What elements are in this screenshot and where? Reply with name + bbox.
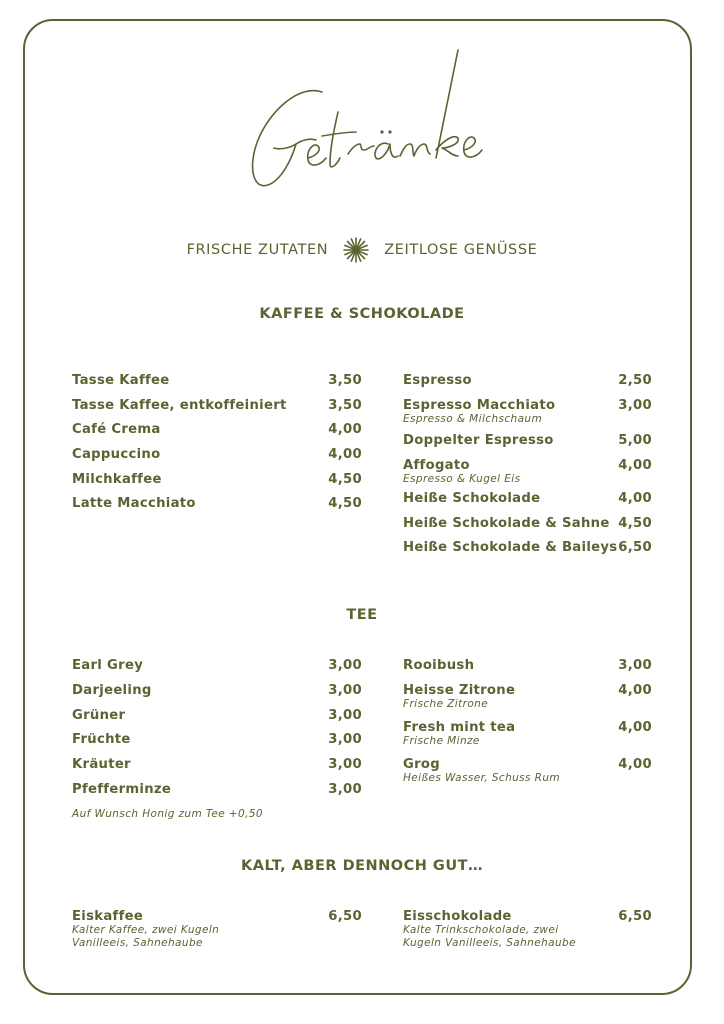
tagline-right: ZEITLOSE GENÜSSE <box>384 242 538 258</box>
item-description: Espresso & Milchschaum <box>403 413 543 425</box>
menu-item <box>403 398 652 426</box>
item-price: 4,00 <box>328 447 362 462</box>
item-price: 4,00 <box>618 491 652 506</box>
item-name: Grüner <box>72 708 126 723</box>
sunburst-icon <box>342 236 370 264</box>
item-name: Espresso Macchiato <box>403 398 556 413</box>
item-price: 3,00 <box>328 782 362 797</box>
item-price: 3,00 <box>328 658 362 673</box>
item-price: 4,50 <box>328 496 362 511</box>
item-description: Heißes Wasser, Schuss Rum <box>403 772 561 784</box>
item-name: Pfefferminze <box>72 782 172 797</box>
item-price: 3,00 <box>328 757 362 772</box>
item-name: Milchkaffee <box>72 472 162 487</box>
item-price: 4,00 <box>618 757 652 772</box>
item-name: Café Crema <box>72 422 161 437</box>
menu-item <box>403 909 652 950</box>
item-price: 3,00 <box>328 708 362 723</box>
item-price: 3,00 <box>328 683 362 698</box>
page-title <box>230 40 500 210</box>
item-description: Espresso & Kugel Eis <box>403 473 521 485</box>
item-price: 2,50 <box>618 373 652 388</box>
item-name: Heisse Zitrone <box>403 683 516 698</box>
menu-item <box>403 757 652 785</box>
item-name: Darjeeling <box>72 683 152 698</box>
kalt-left-column <box>72 909 362 959</box>
item-name: Earl Grey <box>72 658 144 673</box>
menu-item <box>72 472 362 487</box>
item-price: 4,00 <box>328 422 362 437</box>
item-price: 4,50 <box>618 516 652 531</box>
item-description: Kalte Trinkschokolade, zwei <box>403 924 559 936</box>
item-price: 4,00 <box>618 720 652 735</box>
menu-item <box>72 373 362 388</box>
menu-item <box>72 447 362 462</box>
item-name: Eiskaffee <box>72 909 144 924</box>
item-name: Cappuccino <box>72 447 161 462</box>
item-description-line2: Vanilleeis, Sahnehaube <box>72 937 203 949</box>
item-price: 3,00 <box>618 398 652 413</box>
item-name: Heiße Schokolade <box>403 491 541 506</box>
item-description: Kalter Kaffee, zwei Kugeln <box>72 924 220 936</box>
menu-item <box>403 540 652 555</box>
item-price: 3,00 <box>618 658 652 673</box>
menu-item <box>403 433 652 448</box>
item-name: Kräuter <box>72 757 131 772</box>
item-price: 3,00 <box>328 732 362 747</box>
item-price: 3,50 <box>328 373 362 388</box>
item-price: 4,00 <box>618 458 652 473</box>
item-name: Latte Macchiato <box>72 496 196 511</box>
item-price: 3,50 <box>328 398 362 413</box>
item-price: 4,50 <box>328 472 362 487</box>
menu-item <box>72 909 362 950</box>
item-name: Früchte <box>72 732 131 747</box>
section-title-tee: TEE <box>346 607 378 623</box>
menu-item <box>403 491 652 506</box>
kaffee-right-column <box>403 373 652 563</box>
item-name: Grog <box>403 757 441 772</box>
menu-item <box>72 757 362 772</box>
menu-item <box>403 720 652 748</box>
item-name: Tasse Kaffee, entkoffeiniert <box>72 398 287 413</box>
menu-item <box>72 782 362 797</box>
menu-item <box>403 373 652 388</box>
item-name: Fresh mint tea <box>403 720 516 735</box>
item-price: 6,50 <box>328 909 362 924</box>
menu-item <box>72 683 362 698</box>
item-name: Heiße Schokolade & Sahne <box>403 516 610 531</box>
kalt-right-column <box>403 909 652 959</box>
item-name: Rooibush <box>403 658 475 673</box>
menu-item <box>72 732 362 747</box>
item-name: Eisschokolade <box>403 909 512 924</box>
item-name: Tasse Kaffee <box>72 373 170 388</box>
section-title-kaffee: KAFFEE & SCHOKOLADE <box>259 306 465 322</box>
menu-item <box>403 458 652 486</box>
menu-item <box>403 683 652 711</box>
tee-left-column <box>72 658 362 808</box>
tagline-left: FRISCHE ZUTATEN <box>186 242 329 258</box>
item-price: 6,50 <box>618 909 652 924</box>
item-price: 5,00 <box>618 433 652 448</box>
menu-item <box>403 516 652 531</box>
tea-note: Auf Wunsch Honig zum Tee +0,50 <box>72 808 263 820</box>
tagline <box>0 236 724 264</box>
menu-item <box>72 422 362 437</box>
item-description: Frische Minze <box>403 735 480 747</box>
item-name: Doppelter Espresso <box>403 433 554 448</box>
item-name: Heiße Schokolade & Baileys <box>403 540 618 555</box>
item-name: Espresso <box>403 373 472 388</box>
menu-item <box>403 658 652 673</box>
menu-item <box>72 496 362 511</box>
item-price: 4,00 <box>618 683 652 698</box>
item-name: Affogato <box>403 458 470 473</box>
menu-item <box>72 398 362 413</box>
kaffee-left-column <box>72 373 362 523</box>
tee-right-column <box>403 658 652 798</box>
item-description-line2: Kugeln Vanilleeis, Sahnehaube <box>403 937 576 949</box>
menu-item <box>72 658 362 673</box>
item-description: Frische Zitrone <box>403 698 489 710</box>
item-price: 6,50 <box>618 540 652 555</box>
menu-item <box>72 708 362 723</box>
section-title-kalt: KALT, ABER DENNOCH GUT… <box>241 858 483 874</box>
